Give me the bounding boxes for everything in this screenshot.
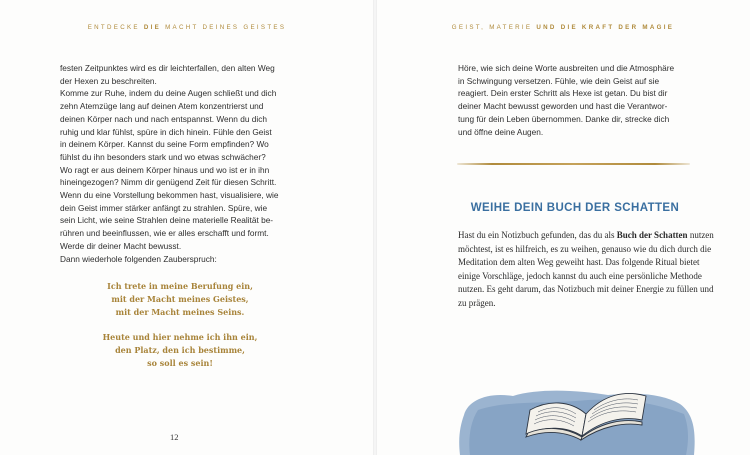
body-line: in deinem Körper. Kannst du seine Form empfinden? Wo (60, 139, 269, 150)
section-body-line: einige Vorschläge, jedoch kannst du auch eine persönliche Methode (458, 270, 702, 281)
body-line: Wenn du eine Vorstellung bekommen hast, visualisiere, wie (60, 190, 279, 201)
body-line: und öffne deine Augen. (458, 126, 544, 137)
gold-divider (457, 163, 690, 165)
body-line: der Hexen zu beschreiten. (60, 75, 157, 86)
body-line: rühren und beeinflussen, wie er alles erschafft und formt. (60, 228, 269, 239)
right-body-text (458, 62, 698, 138)
spell-line: mit der Macht meines Seins. (115, 307, 245, 317)
body-line: hineingezogen? Nimm dir genügend Zeit für diesen Schritt. (60, 177, 277, 188)
section-body-line: Meditation dem alten Weg geweiht hast. Das folgende Ritual bietet (458, 257, 700, 268)
body-line: tung für dein Leben übernommen. Danke dir, strecke dich (458, 113, 670, 124)
spell-line: so soll es sein! (147, 358, 213, 368)
right-running-head-part2: UND DIE KRAFT DER MAGIE (536, 24, 675, 31)
spell-line: Ich trete in meine Berufung ein, (107, 281, 253, 291)
section-body-line (458, 229, 714, 243)
section-body-text (458, 229, 714, 311)
left-running-head-part3: MACHT DEINES GEISTES (161, 24, 287, 31)
body-line: deinen Körper nach und nach entspannst. Wenn du dich (60, 113, 267, 124)
right-running-head-part1: GEIST, MATERIE (451, 24, 537, 31)
open-book-illustration (458, 370, 698, 455)
body-line: Komme zur Ruhe, indem du deine Augen schließt und dich (60, 88, 277, 99)
body-line: dein Geist immer stärker anfängt zu strahlen. Spüre, wie (60, 202, 268, 213)
section-body-line: möchtest, ist es hilfreich, es zu weihen, genauso wie du dich durch die (458, 243, 712, 254)
left-running-head-part2: DIE (143, 24, 162, 31)
section-heading: WEIHE DEIN BUCH DER SCHATTEN (470, 202, 680, 214)
spell-line: mit der Macht meines Geistes, (111, 294, 249, 304)
section-body-line: nutzen. Es geht darum, das Notizbuch mit deiner Energie zu füllen und (458, 284, 714, 295)
page-number: 12 (170, 432, 179, 442)
body-line: Wo ragt er aus deinem Körper hinaus und wo ist er in ihn (60, 164, 270, 175)
spell-line: den Platz, den ich bestimme, (115, 345, 245, 355)
book-of-shadows-term: Buch der Schatten (616, 230, 688, 240)
body-line: Höre, wie sich deine Worte ausbreiten und die Atmosphäre (458, 63, 675, 73)
body-line: sein Licht, wie seine Strahlen deine materielle Realität be- (60, 215, 274, 226)
spell-line: Heute und hier nehme ich ihn ein, (102, 332, 258, 342)
spell-stanza-2 (60, 331, 300, 370)
left-running-head-part1: ENTDECKE (87, 24, 144, 31)
section-body-line1-end: nutzen (687, 230, 714, 240)
right-running-head (376, 24, 750, 31)
body-line: reagiert. Dein erster Schritt als Hexe ist getan. Du bist dir (458, 88, 668, 99)
body-line: zehn Atemzüge lang auf deinen Atem konzentrierst und (60, 101, 264, 112)
body-line: Dann wiederhole folgenden Zauberspruch: (60, 253, 217, 264)
body-line: ruhig und klar fühlst, spüre in dich hinein. Fühle den Geist (60, 126, 272, 137)
body-line: in Schwingung versetzen. Fühle, wie dein Geist auf sie (458, 75, 660, 86)
left-running-head (0, 24, 374, 31)
section-body-line1-start: Hast du ein Notizbuch gefunden, das du als (458, 230, 617, 240)
section-body-line: zu prägen. (458, 297, 496, 308)
body-line: festen Zeitpunktes wird es dir leichterfallen, den alten Weg (60, 63, 275, 73)
body-line: Werde dir deiner Macht bewusst. (60, 240, 182, 251)
left-body-text (60, 62, 300, 265)
book-gutter (373, 0, 377, 455)
body-line: deiner Macht bewusst geworden und hast die Verantwor- (458, 101, 668, 112)
spell-stanza-1 (60, 280, 300, 319)
body-line: fühlst du ihn besonders stark und wo etwas schwächer? (60, 151, 266, 162)
